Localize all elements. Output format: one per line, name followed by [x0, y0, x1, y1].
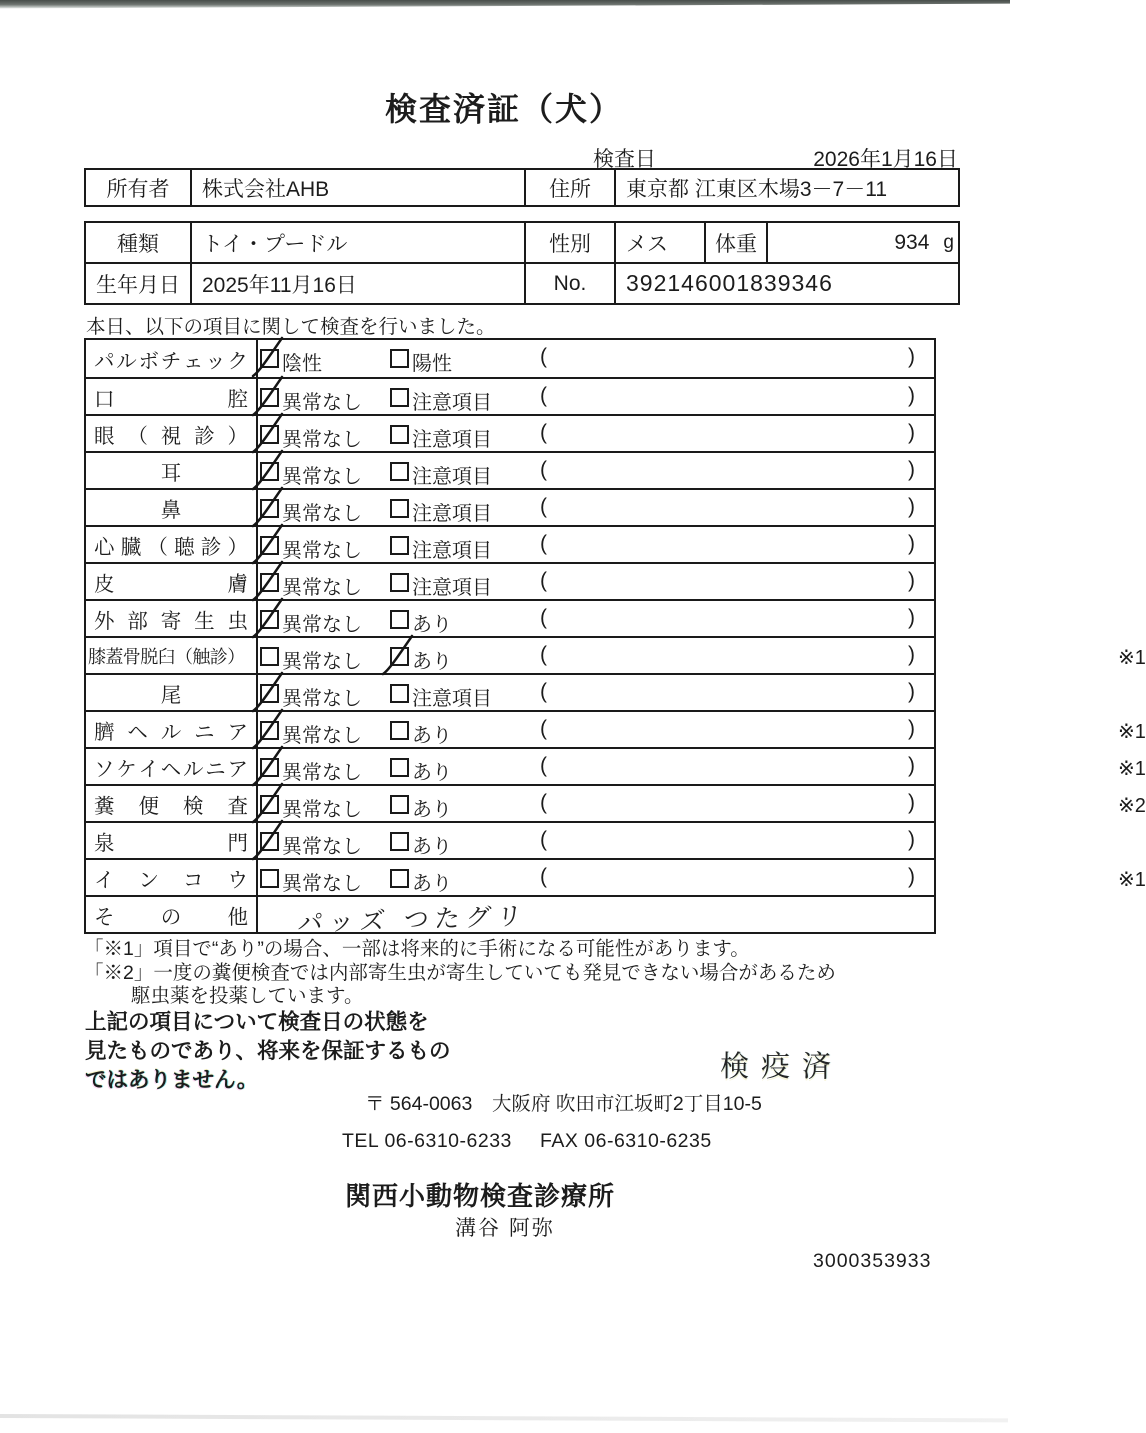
row-result-cell [258, 675, 934, 710]
option1-label: 異常なし [282, 466, 362, 488]
checkbox-option2 [390, 536, 409, 555]
option2-label: あり [412, 799, 452, 821]
disclaimer-line-2: 見たものであり、将来を保証するもの [85, 1039, 451, 1063]
row-item-label: 口 腔 [86, 379, 258, 414]
inspection-row [86, 821, 934, 858]
checkbox-option1 [260, 721, 279, 740]
paren-close: ) [908, 717, 915, 740]
checkbox-option1 [260, 573, 279, 592]
paren-open: ( [540, 458, 547, 481]
checkbox-option1 [260, 832, 279, 851]
paren-open: ( [540, 569, 547, 592]
option1-label: 異常なし [282, 392, 362, 414]
owner-value: 株式会社AHB [190, 170, 524, 205]
row-result-cell [258, 860, 1146, 895]
row-result-cell [258, 638, 1146, 673]
paren-close: ) [908, 754, 915, 777]
row-item-label: 臍 ヘ ル ニ ア [86, 712, 258, 747]
checkbox-option1 [260, 758, 279, 777]
option1-label: 異常なし [282, 577, 362, 599]
paren-close: ) [908, 345, 915, 368]
inspection-row [86, 488, 934, 525]
checkbox-option1 [260, 425, 279, 444]
row-result-cell [258, 564, 934, 599]
inspection-row [86, 525, 934, 562]
row-result-cell [258, 823, 934, 858]
inspection-row [86, 747, 1146, 784]
paren-open: ( [540, 828, 547, 851]
breed-label: 種類 [117, 232, 159, 256]
inspection-row [86, 599, 934, 636]
option2-label: あり [412, 725, 452, 747]
checkbox-option2 [390, 721, 409, 740]
clinic-tel: TEL 06-6310-6233 [342, 1130, 512, 1152]
paren-close: ) [908, 384, 915, 407]
option1-label: 異常なし [282, 873, 362, 895]
inspection-row [86, 784, 1146, 821]
clinic-postal-code: 〒 564-0063 [365, 1093, 473, 1115]
inspection-row [86, 451, 934, 488]
option2-label: 注意項目 [412, 429, 492, 451]
row-result-cell [258, 527, 934, 562]
checkbox-option1 [260, 795, 279, 814]
checkbox-option2 [390, 795, 409, 814]
breed-value: トイ・プードル [190, 223, 524, 262]
paren-open: ( [540, 495, 547, 518]
row-item-label: そ の 他 [86, 897, 258, 932]
checkbox-option2 [390, 647, 409, 666]
option1-label: 異常なし [282, 614, 362, 636]
row-item-label: 外 部 寄 生 虫 [86, 601, 258, 636]
row-result-cell [258, 379, 934, 414]
handwriting-note: パッズ つたグリ [296, 902, 529, 938]
checkbox-option2 [390, 610, 409, 629]
checkbox-option1 [260, 499, 279, 518]
paren-open: ( [540, 606, 547, 629]
intro-sentence: 本日、以下の項目に関して検査を行いました。 [86, 316, 496, 338]
option2-label: あり [412, 873, 452, 895]
option1-label: 異常なし [282, 429, 362, 451]
footnote-2-line2: 駆虫薬を投薬しています。 [131, 985, 364, 1007]
option2-label: 注意項目 [412, 577, 492, 599]
row-result-cell [258, 453, 934, 488]
address-value: 東京都 江東区木場3－7－11 [614, 170, 962, 205]
option2-label: 注意項目 [412, 688, 492, 710]
row-item-label: 糞 便 検 査 [86, 786, 258, 821]
veterinarian-name: 溝谷 阿弥 [455, 1217, 555, 1240]
paren-close: ) [908, 532, 915, 555]
footnote-marker: ※1 [1118, 721, 1146, 743]
option1-label: 異常なし [282, 688, 362, 710]
checkbox-option2 [390, 388, 409, 407]
scan-edge-artifact-bottom [0, 1414, 1008, 1422]
inspection-table [84, 338, 1146, 938]
paren-open: ( [540, 421, 547, 444]
checkbox-option1 [260, 610, 279, 629]
paren-close: ) [908, 421, 915, 444]
paren-open: ( [540, 717, 547, 740]
option1-label: 異常なし [282, 762, 362, 784]
option2-label: 注意項目 [412, 503, 492, 525]
checkbox-option1 [260, 388, 279, 407]
paren-close: ) [908, 680, 915, 703]
option1-label: 異常なし [282, 725, 362, 747]
birthdate-label: 生年月日 [96, 273, 180, 297]
weight-label: 体重 [704, 223, 766, 262]
inspection-row [86, 377, 934, 414]
owner-label: 所有者 [106, 177, 170, 201]
row-item-label: ソ ケ イ ヘ ル ニ ア [86, 749, 258, 784]
option1-label: 異常なし [282, 651, 362, 673]
animal-info-table [84, 221, 960, 305]
row-item-label: イ ン コ ウ [86, 860, 258, 895]
inspection-row [86, 673, 934, 710]
checkbox-option2 [390, 832, 409, 851]
checkbox-option1 [260, 349, 279, 368]
quarantine-stamp: 検疫済 [720, 1051, 844, 1083]
clinic-name: 関西小動物検査診療所 [345, 1181, 616, 1211]
inspection-row [86, 562, 934, 599]
paren-close: ) [908, 606, 915, 629]
paren-open: ( [540, 754, 547, 777]
footnote-2-line1: 「※2」一度の糞便検査では内部寄生虫が寄生していても発見できない場合があるため [84, 962, 836, 984]
row-result-cell [258, 340, 934, 377]
checkbox-option1 [260, 869, 279, 888]
paren-close: ) [908, 828, 915, 851]
paren-close: ) [908, 495, 915, 518]
option1-label: 異常なし [282, 836, 362, 858]
birthdate-value: 2025年11月16日 [190, 264, 524, 303]
paren-close: ) [908, 643, 915, 666]
footnote-1: 「※1」項目で“あり”の場合、一部は将来的に手術になる可能性があります。 [84, 938, 750, 960]
row-result-cell [258, 786, 1146, 821]
paren-close: ) [908, 791, 915, 814]
option1-label: 異常なし [282, 540, 362, 562]
paren-close: ) [908, 569, 915, 592]
paren-open: ( [540, 791, 547, 814]
weight-unit: g [943, 231, 954, 253]
option1-label: 異常なし [282, 799, 362, 821]
option1-label: 陰性 [282, 353, 322, 375]
checkbox-option2 [390, 869, 409, 888]
inspection-date-label: 検査日 [593, 148, 656, 171]
paren-open: ( [540, 384, 547, 407]
option2-label: あり [412, 836, 452, 858]
checkbox-option2 [390, 758, 409, 777]
checkbox-option1 [260, 536, 279, 555]
inspection-row [86, 710, 1146, 747]
no-label: No. [524, 264, 614, 303]
disclaimer-line-3: ではありません。 [85, 1068, 259, 1092]
row-result-cell [258, 601, 934, 636]
paren-open: ( [540, 643, 547, 666]
checkbox-option2 [390, 462, 409, 481]
disclaimer-line-1: 上記の項目について検査日の状態を [85, 1010, 429, 1034]
weight-cell [766, 223, 962, 262]
checkbox-option1 [260, 647, 279, 666]
checkbox-option2 [390, 573, 409, 592]
paren-close: ) [908, 458, 915, 481]
sex-label: 性別 [524, 223, 614, 262]
row-item-label: 耳 [86, 453, 258, 488]
row-item-label: 尾 [86, 675, 258, 710]
checkbox-option2 [390, 349, 409, 368]
clinic-address: 大阪府 吹田市江坂町2丁目10-5 [492, 1093, 762, 1115]
footnote-marker: ※2 [1118, 795, 1146, 817]
option2-label: 注意項目 [412, 540, 492, 562]
row-item-label: 鼻 [86, 490, 258, 525]
paren-open: ( [540, 345, 547, 368]
row-item-label: 膝蓋骨脱臼（触診） [86, 638, 258, 673]
footnote-marker: ※1 [1118, 647, 1146, 669]
disclaimer-statement [85, 1008, 451, 1095]
checkbox-option2 [390, 499, 409, 518]
inspection-row [86, 858, 1146, 895]
paren-open: ( [540, 865, 547, 888]
footnote-marker: ※1 [1118, 758, 1146, 780]
inspection-row [86, 636, 1146, 673]
row-item-label: 皮 膚 [86, 564, 258, 599]
checkbox-option1 [260, 684, 279, 703]
row-result-cell [258, 749, 1146, 784]
option2-label: 注意項目 [412, 466, 492, 488]
row-result-cell [258, 490, 934, 525]
paren-open: ( [540, 532, 547, 555]
paren-close: ) [908, 865, 915, 888]
weight-value: 934 [894, 230, 930, 254]
address-label: 住所 [524, 170, 614, 205]
paren-open: ( [540, 680, 547, 703]
row-result-cell [258, 416, 934, 451]
row-item-label: 泉 門 [86, 823, 258, 858]
clinic-fax: FAX 06-6310-6235 [540, 1130, 712, 1152]
scan-edge-artifact-top [0, 0, 1010, 9]
option2-label: あり [412, 614, 452, 636]
inspection-row [86, 895, 934, 938]
option2-label: あり [412, 762, 452, 784]
row-result-cell [258, 897, 934, 938]
option2-label: 注意項目 [412, 392, 492, 414]
row-item-label: 心 臓 （ 聴 診 ） [86, 527, 258, 562]
checkbox-option2 [390, 425, 409, 444]
no-value: 392146001839346 [614, 264, 962, 303]
row-result-cell [258, 712, 1146, 747]
checkbox-option2 [390, 684, 409, 703]
inspection-date-value: 2026年1月16日 [813, 148, 958, 171]
row-item-label: 眼 （ 視 診 ） [86, 416, 258, 451]
owner-table [84, 168, 960, 207]
row-item-label: パ ル ボ チ ェ ッ ク [86, 340, 258, 377]
footnote-marker: ※1 [1118, 869, 1146, 891]
sex-value: メス [614, 223, 704, 262]
document-number: 3000353933 [813, 1250, 932, 1272]
option1-label: 異常なし [282, 503, 362, 525]
option2-label: 陽性 [412, 353, 452, 375]
option2-label: あり [412, 651, 452, 673]
inspection-row [86, 414, 934, 451]
inspection-row [86, 340, 934, 377]
checkbox-option1 [260, 462, 279, 481]
page-title: 検査済証（犬） [384, 91, 623, 127]
